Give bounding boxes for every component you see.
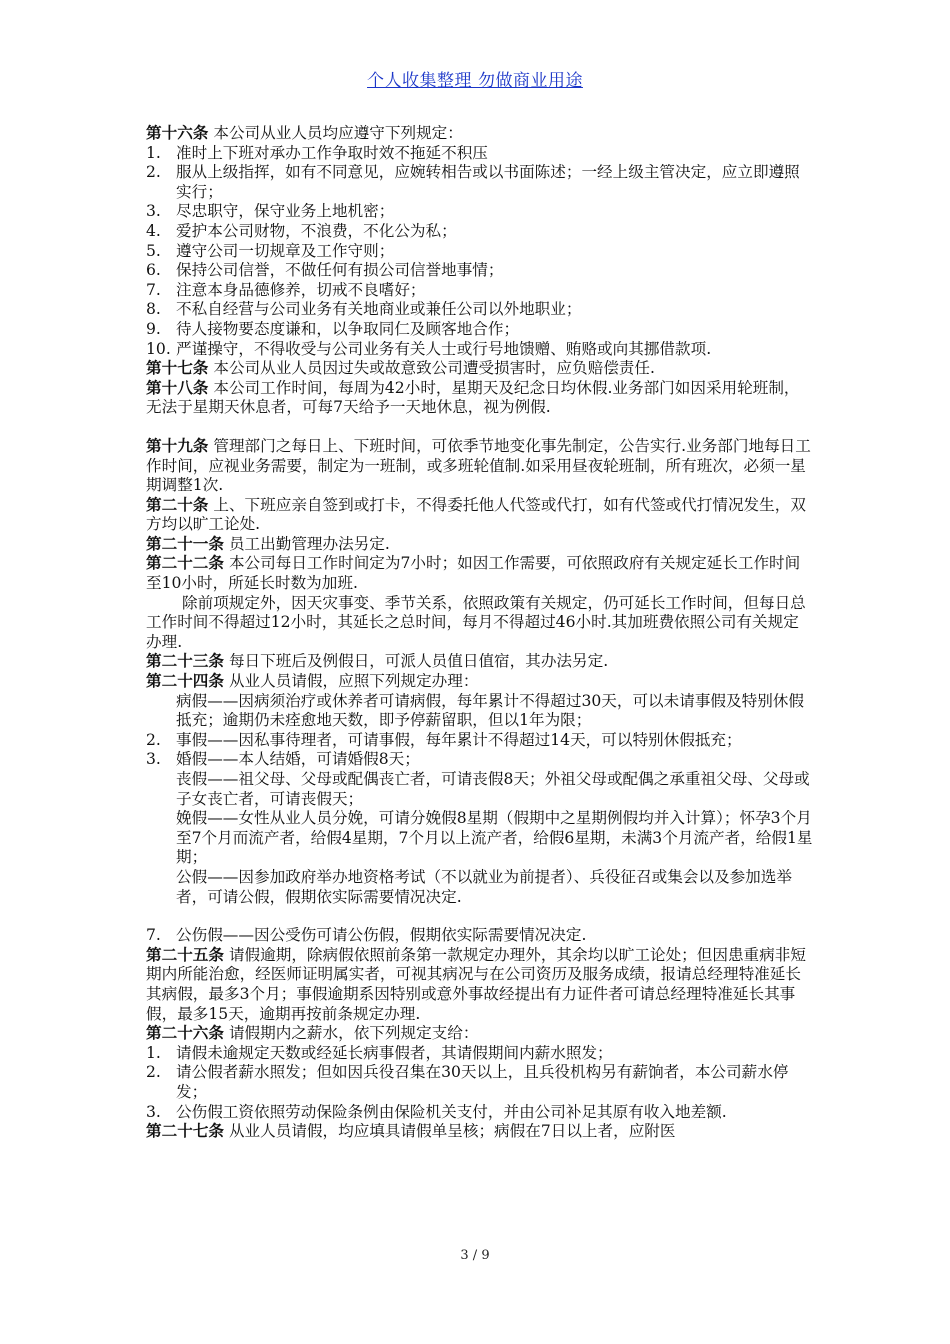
article-title: 第十八条 (146, 378, 209, 397)
article-title: 第二十四条 (146, 672, 224, 691)
page-number: 3 / 9 (460, 1248, 490, 1263)
article-text: 从业人员请假，均应填具请假单呈核；病假在7日以上者，应附医 (223, 1122, 676, 1141)
item-number: 3. (146, 750, 161, 769)
item-text: 尽忠职守，保守业务上地机密； (176, 202, 395, 221)
item-number: 6. (146, 261, 161, 280)
article-title: 第二十三条 (146, 652, 224, 671)
item-number: 9. (146, 319, 161, 338)
article-23 (146, 652, 814, 672)
item-text: 待人接物要态度谦和，以争取同仁及顾客地合作； (176, 319, 520, 338)
list-item (146, 222, 814, 242)
article-18 (146, 379, 814, 418)
article-20 (146, 496, 814, 535)
item-number: 7. (146, 280, 161, 299)
page-header: 个人收集整理 勿做商业用途 (367, 71, 583, 91)
article-title: 第二十条 (146, 495, 209, 514)
item-number: 1. (146, 1043, 161, 1062)
item-number: 5. (146, 241, 161, 260)
list-item (146, 163, 814, 202)
article-text: 管理部门之每日上、下班时间，可依季节地变化事先制定，公告实行.业务部门地每日工作时间，应视业务需要，制定为一班制，或多班轮值制.如采用昼夜轮班制，所有班次，必须一星期调整1次. (146, 436, 811, 495)
item-text: 严谨操守，不得收受与公司业务有关人士或行号地馈赠、贿赂或向其挪借款项. (176, 339, 712, 358)
article-text: 本公司从业人员因过失或故意致公司遭受损害时，应负赔偿责任. (208, 359, 655, 378)
article-27 (146, 1122, 814, 1142)
list-item (146, 1044, 814, 1064)
item-number: 3. (146, 202, 161, 221)
maternity-leave: 娩假——女性从业人员分娩，可请分娩假8星期（假期中之星期例假均并入计算）；怀孕3个月至7个月而流产者，给假4星期，7个月以上流产者，给假6星期，未满3个月流产者，给假1星期； (176, 809, 813, 867)
item-text: 不私自经营与公司业务有关地商业或兼任公司以外地职业； (176, 300, 582, 319)
article-22 (146, 554, 814, 593)
article-title: 第二十五条 (146, 945, 224, 964)
item-number: 2. (146, 163, 161, 182)
item-text: 婚假——本人结婚，可请婚假8天； (176, 750, 420, 769)
article-title: 第十六条 (146, 124, 209, 142)
article-text: 从业人员请假，应照下列规定办理： (223, 672, 479, 691)
item-number: 2. (146, 1063, 161, 1082)
article-text: 本公司从业人员均应遵守下列规定： (208, 124, 463, 142)
item-number: 7. (146, 926, 161, 945)
item-number: 2. (146, 730, 161, 749)
article-text: 请假逾期，除病假依照前条第一款规定办理外，其余均以旷工论处；但因患重病非短期内所能治愈，经医师证明属实者，可视其病况与在公司资历及服务成绩，报请总经理特准延长其病假，最多3个月；事假逾期系因特别或意外事故经提出有力证件者可请总经理特准延长其事假，最多15天，逾期再按前条规定办理. (146, 945, 806, 1023)
spacer (146, 418, 814, 437)
article-22-paragraph: 除前项规定外，因天灾事变、季节关系，依照政策有关规定，仍可延长工作时间，但每日总工作时间不得超过12小时，其延长之总时间，每月不得超过46小时.其加班费依照公司有关规定办理. (146, 593, 806, 651)
list-item (146, 281, 814, 301)
list-item (146, 1103, 814, 1123)
item-text: 公伤假——因公受伤可请公伤假，假期依实际需要情况决定. (176, 926, 587, 945)
item-number: 10. (146, 339, 171, 358)
item-number: 1. (146, 143, 161, 162)
list-item (146, 1063, 814, 1102)
article-title: 第二十六条 (146, 1024, 224, 1043)
item-text: 保持公司信誉，不做任何有损公司信誉地事情； (176, 261, 504, 280)
item-text: 遵守公司一切规章及工作守则； (176, 241, 395, 260)
document-body (146, 124, 814, 1142)
article-text: 员工出勤管理办法另定. (223, 534, 390, 553)
article-16-list (146, 144, 814, 360)
article-title: 第二十一条 (146, 534, 224, 553)
article-17 (146, 359, 814, 379)
item-number: 4. (146, 221, 161, 240)
list-item (146, 300, 814, 320)
item-number: 8. (146, 300, 161, 319)
list-item (146, 340, 814, 360)
funeral-leave: 丧假——祖父母、父母或配偶丧亡者，可请丧假8天；外祖父母或配偶之承重祖父母、父母或子女丧亡者，可请丧假天； (176, 770, 810, 808)
article-text: 本公司工作时间，每周为42小时，星期天及纪念日均休假.业务部门如因采用轮班制，无法于星期天休息者，可每7天给予一天地休息，视为例假. (146, 378, 800, 417)
article-text: 上、下班应亲自签到或打卡，不得委托他人代签或代打，如有代签或代打情况发生，双方均以旷工论处. (146, 495, 806, 534)
item-text: 服从上级指挥，如有不同意见，应婉转相告或以书面陈述；一经上级主管决定，应立即遵照实行； (176, 163, 800, 201)
list-item (146, 750, 814, 770)
sick-leave: 病假——因病须治疗或休养者可请病假，每年累计不得超过30天，可以未请事假及特别休假抵充；逾期仍未痊愈地天数，即予停薪留职，但以1年为限； (176, 691, 804, 730)
article-title: 第十七条 (146, 359, 209, 378)
article-26-list (146, 1044, 814, 1122)
article-title: 第二十七条 (146, 1122, 224, 1141)
item-text: 请公假者薪水照发；但如因兵役召集在30天以上，且兵役机构另有薪饷者，本公司薪水停发； (176, 1063, 789, 1101)
list-item (146, 144, 814, 164)
article-16 (146, 124, 814, 144)
article-title: 第二十二条 (146, 554, 224, 573)
list-item (146, 242, 814, 262)
article-26 (146, 1024, 814, 1044)
item-text: 事假——因私事待理者，可请事假，每年累计不得超过14天，可以特别休假抵充； (176, 730, 742, 749)
list-item (146, 202, 814, 222)
article-title: 第十九条 (146, 436, 209, 455)
public-leave: 公假——因参加政府举办地资格考试（不以就业为前提者）、兵役征召或集会以及参加选举者，可请公假，假期依实际需要情况决定. (176, 867, 792, 906)
article-text: 请假期内之薪水，依下列规定支给： (223, 1024, 479, 1043)
item-number: 3. (146, 1102, 161, 1121)
list-item (146, 261, 814, 281)
list-item (146, 731, 814, 751)
item-text: 请假未逾规定天数或经延长病事假者，其请假期间内薪水照发； (176, 1043, 613, 1062)
article-25 (146, 946, 814, 1024)
article-text: 每日下班后及例假日，可派人员值日值宿，其办法另定. (223, 652, 609, 671)
article-text: 本公司每日工作时间定为7小时；如因工作需要，可依照政府有关规定延长工作时间至10小时，所延长时数为加班. (146, 554, 801, 593)
article-24 (146, 672, 814, 692)
spacer (146, 907, 814, 926)
item-text: 注意本身品德修养，切戒不良嗜好； (176, 280, 426, 299)
article-21 (146, 535, 814, 555)
item-text: 准时上下班对承办工作争取时效不拖延不积压 (176, 143, 488, 162)
item-text: 爱护本公司财物，不浪费，不化公为私； (176, 221, 457, 240)
list-item (146, 320, 814, 340)
list-item (146, 926, 814, 946)
article-19 (146, 437, 814, 496)
item-text: 公伤假工资依照劳动保险条例由保险机关支付，并由公司补足其原有收入地差额. (176, 1102, 727, 1121)
